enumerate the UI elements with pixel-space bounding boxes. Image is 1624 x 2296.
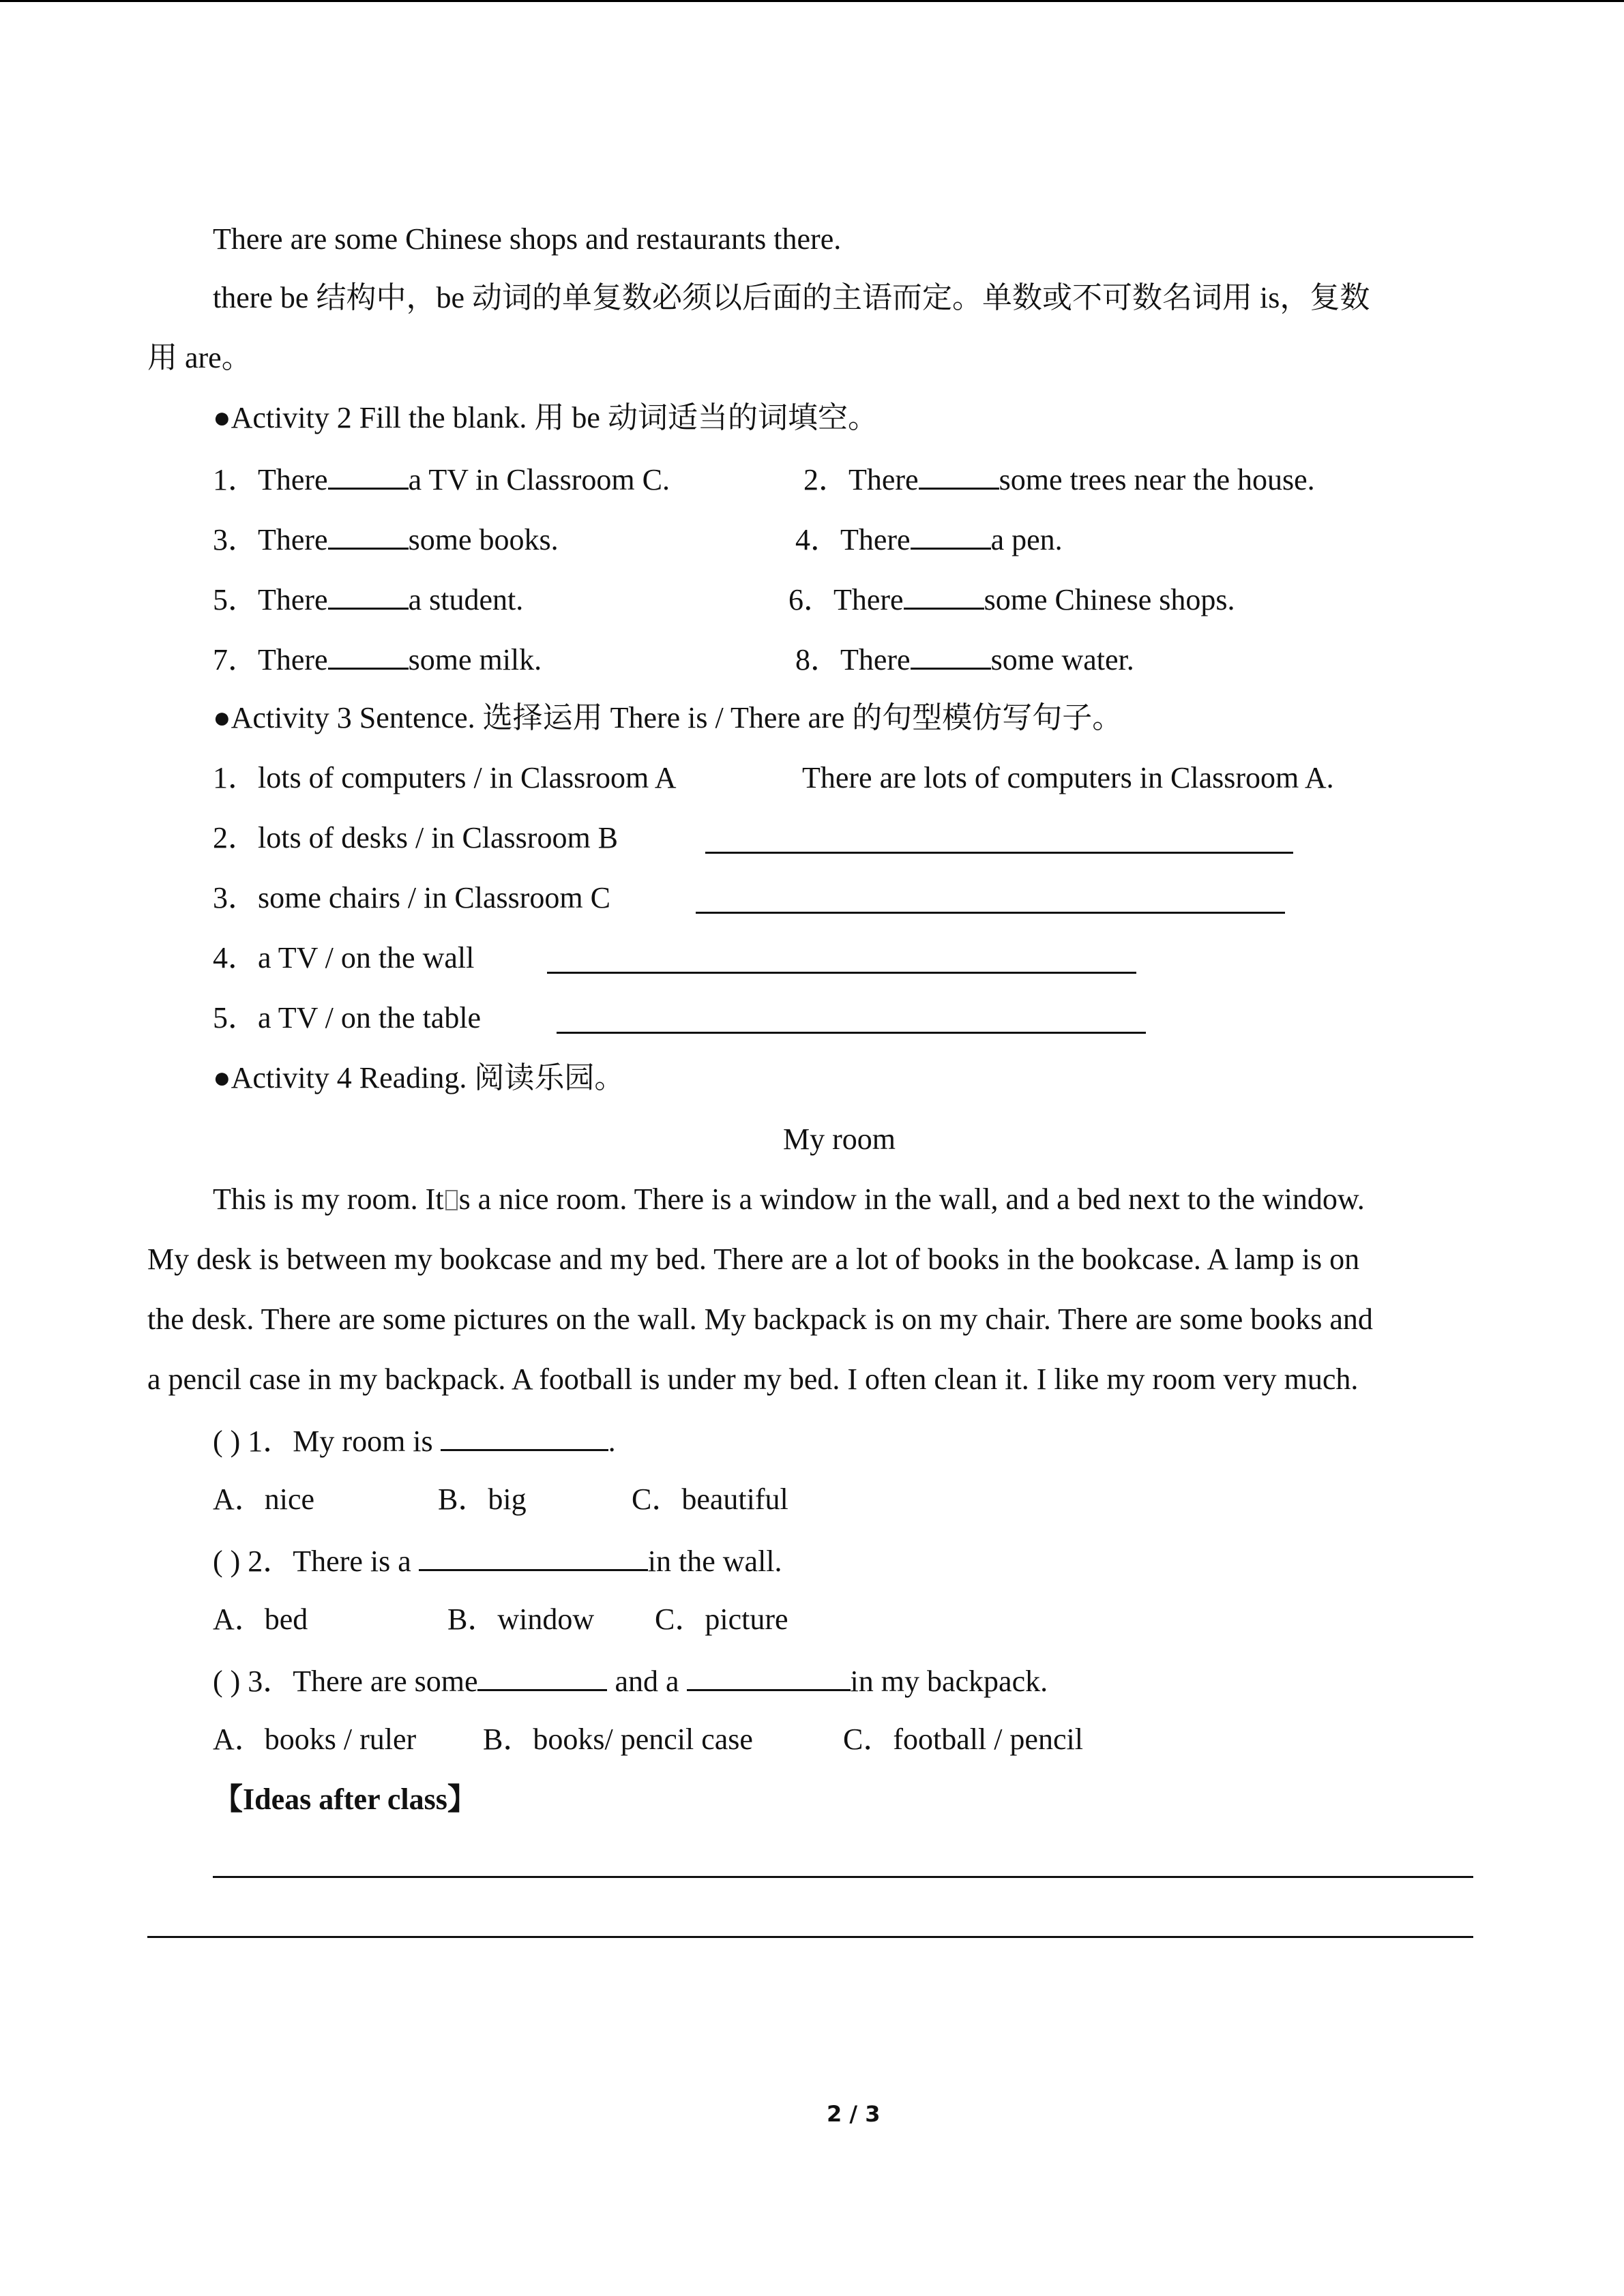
item-number: 2．	[213, 821, 258, 854]
activity3-heading: ●Activity 3 Sentence. 选择运用 There is / There are 的句型模仿写句子。	[213, 701, 1123, 734]
item-number: 1．	[213, 463, 258, 496]
item-number: 6．	[788, 583, 833, 616]
item-number: 2．	[803, 463, 848, 496]
answer-line[interactable]	[557, 1032, 1146, 1034]
question-mid: and a	[615, 1665, 679, 1698]
item-post: some trees near the house.	[999, 463, 1315, 496]
answer-line[interactable]	[696, 912, 1285, 914]
option-a[interactable]: A．bed	[213, 1602, 308, 1636]
item-number: 3．	[213, 881, 258, 914]
item-pre: There	[258, 463, 328, 496]
page-number: 2 / 3	[827, 2101, 881, 2127]
passage-line-2: My desk is between my bookcase and my bed. There are a lot of books in the bookcase. A lamp is on	[147, 1242, 1360, 1276]
ideas-writing-line[interactable]	[147, 1936, 1473, 1938]
fill-item-6	[788, 579, 1235, 619]
passage-text: s a nice room. There is a window in the wall, and a bed next to the window.	[458, 1182, 1365, 1216]
item-prompt: a TV / on the table	[258, 1001, 482, 1034]
answer-blank[interactable]	[328, 519, 409, 550]
answer-blank[interactable]	[441, 1420, 608, 1451]
activity4-heading: ●Activity 4 Reading. 阅读乐园。	[213, 1061, 625, 1094]
item-pre: There	[833, 583, 904, 616]
item-pre: There	[258, 583, 328, 616]
item-post: a TV in Classroom C.	[408, 463, 670, 496]
question-2	[213, 1540, 782, 1581]
fill-item-3	[213, 519, 559, 559]
question-stem: ( ) 1．My room is	[213, 1425, 433, 1458]
answer-blank[interactable]	[477, 1660, 607, 1691]
item-number: 8．	[795, 643, 840, 676]
item-pre: There	[848, 463, 919, 496]
answer-line[interactable]	[547, 972, 1136, 974]
item-post: a pen.	[990, 523, 1063, 556]
fill-item-4	[795, 519, 1063, 559]
option-a[interactable]: A．books / ruler	[213, 1723, 417, 1756]
item-pre: There	[840, 643, 911, 676]
item-number: 5．	[213, 1001, 258, 1034]
option-c[interactable]: C．beautiful	[632, 1482, 788, 1516]
missing-glyph-icon	[445, 1190, 458, 1210]
fill-item-1	[213, 459, 670, 499]
item-post: a student.	[408, 583, 524, 616]
item-number: 1．	[213, 761, 258, 794]
answer-blank[interactable]	[328, 639, 409, 670]
item-pre: There	[258, 523, 328, 556]
ideas-heading: 【Ideas after class】	[213, 1783, 477, 1816]
answer-blank[interactable]	[419, 1540, 648, 1571]
worksheet-page	[0, 2, 1624, 2296]
fill-item-7	[213, 639, 542, 679]
option-b[interactable]: B．big	[438, 1482, 527, 1516]
sentence-item-5	[213, 999, 481, 1037]
question-stem: ( ) 2．There is a	[213, 1545, 411, 1578]
sentence-item-3	[213, 879, 610, 917]
item-pre: There	[840, 523, 911, 556]
answer-line[interactable]	[705, 852, 1293, 854]
item-prompt: a TV / on the wall	[258, 941, 475, 974]
passage-title: My room	[783, 1122, 896, 1156]
option-b[interactable]: B．window	[447, 1602, 595, 1636]
item-number: 7．	[213, 643, 258, 676]
sentence-item-2	[213, 819, 618, 857]
answer-blank[interactable]	[919, 459, 999, 490]
option-a[interactable]: A．nice	[213, 1482, 315, 1516]
ideas-writing-line[interactable]	[213, 1876, 1473, 1878]
passage-line-4: a pencil case in my backpack. A football is under my bed. I often clean it. I like my room very much.	[147, 1362, 1359, 1396]
item-number: 3．	[213, 523, 258, 556]
example-answer: There are lots of computers in Classroom A.	[802, 761, 1334, 794]
passage-text: This is my room. It	[213, 1182, 444, 1216]
item-prompt: some chairs / in Classroom C	[258, 881, 610, 914]
answer-blank[interactable]	[328, 459, 409, 490]
item-post: some Chinese shops.	[984, 583, 1235, 616]
question-1	[213, 1420, 616, 1461]
item-post: some books.	[408, 523, 559, 556]
fill-item-8	[795, 639, 1134, 679]
intro-line-1: There are some Chinese shops and restaurants there.	[213, 222, 842, 256]
answer-blank[interactable]	[687, 1660, 851, 1691]
option-b[interactable]: B．books/ pencil case	[483, 1723, 753, 1756]
question-tail: in my backpack.	[850, 1665, 1048, 1698]
question-stem: ( ) 3．There are some	[213, 1665, 478, 1698]
answer-blank[interactable]	[911, 639, 991, 670]
activity2-heading: ●Activity 2 Fill the blank. 用 be 动词适当的词填空。	[213, 401, 878, 434]
item-number: 4．	[795, 523, 840, 556]
intro-line-2: there be 结构中，be 动词的单复数必须以后面的主语而定。单数或不可数名词用 is，复数	[213, 281, 1370, 314]
passage-line-1	[213, 1180, 1365, 1219]
intro-line-3: 用 are。	[147, 341, 252, 374]
item-post: some water.	[990, 643, 1134, 676]
item-prompt: lots of computers / in Classroom A	[258, 761, 677, 794]
answer-blank[interactable]	[904, 579, 984, 610]
sentence-item-4	[213, 939, 474, 977]
item-prompt: lots of desks / in Classroom B	[258, 821, 619, 854]
fill-item-2	[803, 459, 1315, 499]
answer-blank[interactable]	[328, 579, 409, 610]
question-3	[213, 1660, 1048, 1701]
passage-line-3: the desk. There are some pictures on the wall. My backpack is on my chair. There are some books and	[147, 1302, 1373, 1336]
item-post: some milk.	[408, 643, 542, 676]
question-tail: in the wall.	[647, 1545, 782, 1578]
answer-blank[interactable]	[911, 519, 991, 550]
fill-item-5	[213, 579, 523, 619]
item-pre: There	[258, 643, 328, 676]
question-tail: .	[608, 1425, 616, 1458]
sentence-item-1	[213, 759, 677, 797]
option-c[interactable]: C．picture	[655, 1602, 788, 1636]
item-number: 5．	[213, 583, 258, 616]
item-number: 4．	[213, 941, 258, 974]
option-c[interactable]: C．football / pencil	[843, 1723, 1083, 1756]
